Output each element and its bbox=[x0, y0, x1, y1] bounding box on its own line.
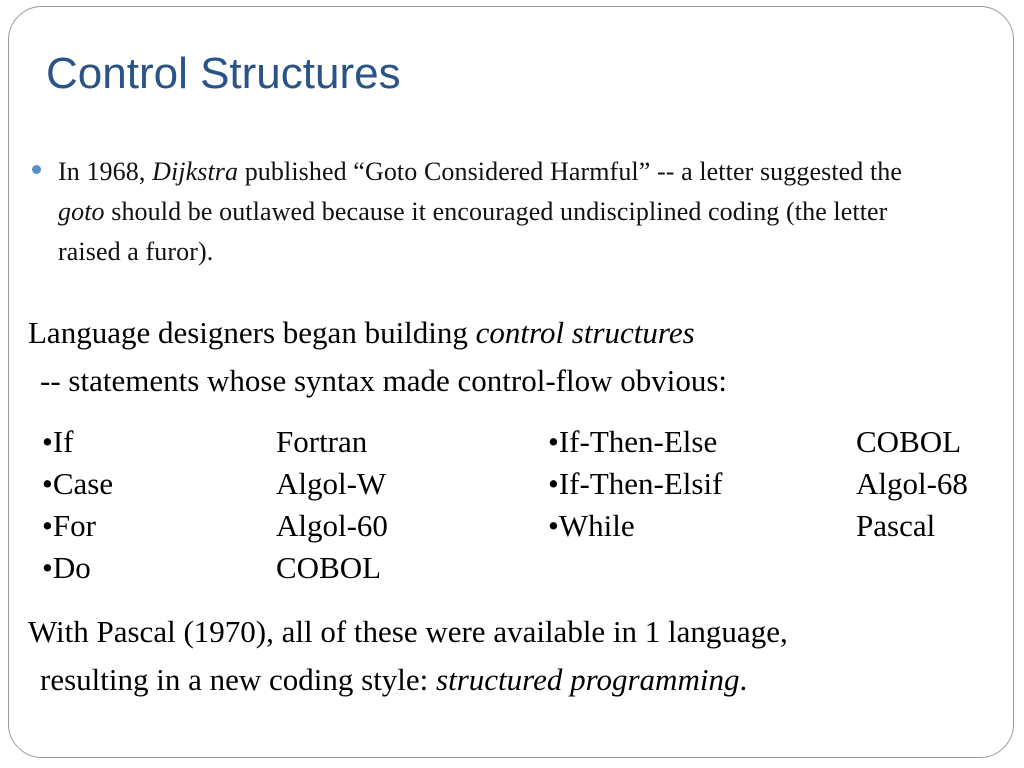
para2-line1: With Pascal (1970), all of these were available in 1 language, bbox=[28, 614, 788, 649]
structure-language: Fortran bbox=[276, 424, 368, 459]
structure-language: Algol-W bbox=[276, 466, 387, 501]
structure-name: •If bbox=[42, 424, 74, 459]
bullet-text-part2: published “Goto Considered Harmful” -- a letter suggested the bbox=[238, 157, 903, 186]
para1-line1-text: Language designers began building bbox=[28, 315, 476, 350]
para1-emphasis: control structures bbox=[475, 315, 695, 350]
structure-name: •If-Then-Elsif bbox=[548, 466, 723, 501]
para1-line2: -- statements whose syntax made control-flow obvious: bbox=[40, 363, 728, 398]
para2-line2 bbox=[28, 656, 788, 704]
slide-title: Control Structures bbox=[46, 49, 401, 98]
para2-emphasis: structured programming bbox=[436, 662, 740, 697]
structure-name: •If-Then-Else bbox=[548, 424, 718, 459]
bullet-text-part3: should be outlawed because it encouraged undisciplined coding (the letter raised a furor). bbox=[58, 197, 888, 266]
structure-language: Algol-68 bbox=[856, 466, 968, 501]
control-structures-paragraph bbox=[28, 309, 727, 405]
bullet-dot-icon bbox=[32, 165, 41, 174]
bullet-goto: goto bbox=[58, 197, 105, 226]
para2-line2-end: . bbox=[739, 662, 748, 697]
table-row bbox=[42, 421, 1012, 463]
structure-name: •For bbox=[42, 508, 96, 543]
table-row bbox=[42, 547, 1012, 589]
structure-name: •Do bbox=[42, 550, 91, 585]
structure-name: •While bbox=[548, 508, 635, 543]
table-row bbox=[42, 463, 1012, 505]
bullet-text bbox=[58, 152, 952, 272]
para1-line1 bbox=[28, 315, 695, 350]
para2-line2-text: resulting in a new coding style: bbox=[40, 662, 437, 697]
structure-name: •Case bbox=[42, 466, 114, 501]
dijkstra-bullet bbox=[32, 152, 952, 272]
pascal-paragraph bbox=[28, 608, 788, 704]
structure-language: Algol-60 bbox=[276, 508, 388, 543]
structures-table bbox=[42, 421, 1012, 589]
structure-language: COBOL bbox=[856, 424, 962, 459]
bullet-text-part1: In 1968, bbox=[58, 157, 153, 186]
table-row bbox=[42, 505, 1012, 547]
structure-language: Pascal bbox=[856, 508, 936, 543]
bullet-author: Dijkstra bbox=[152, 157, 239, 186]
structure-language: COBOL bbox=[276, 550, 382, 585]
